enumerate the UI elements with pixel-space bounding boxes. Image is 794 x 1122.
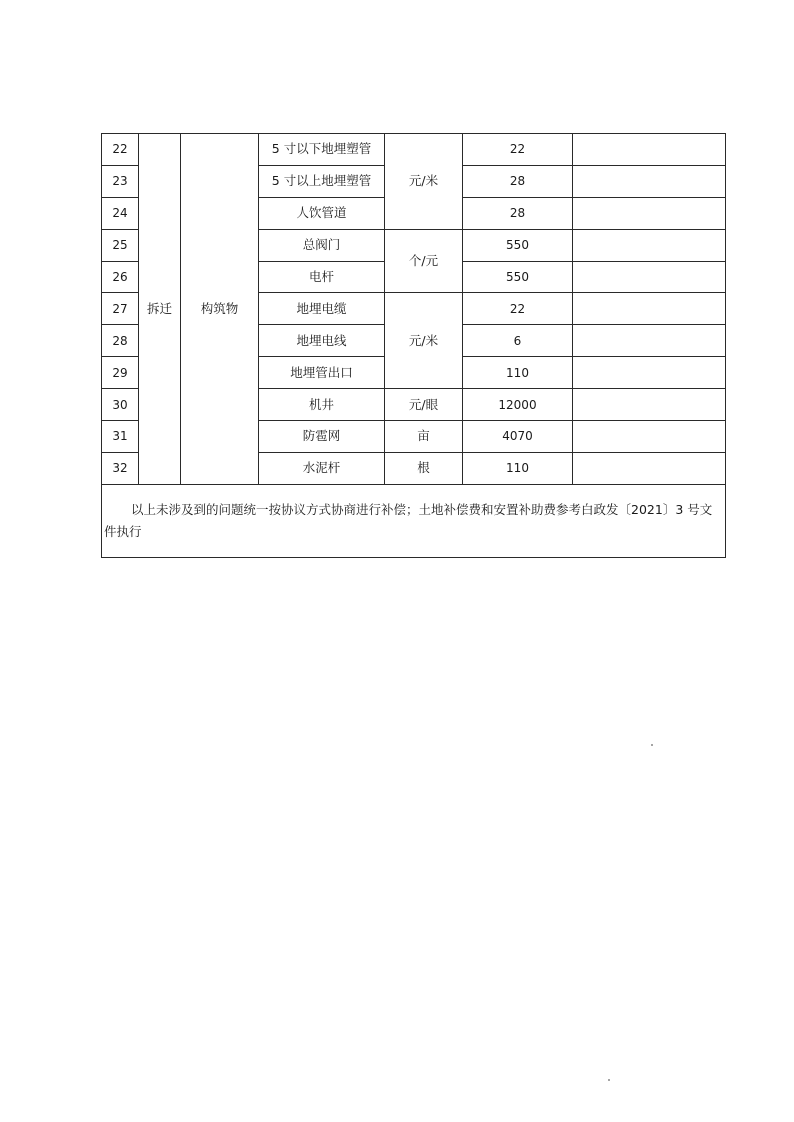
row-number: 26	[102, 261, 139, 293]
item-name: 防雹网	[259, 421, 385, 453]
remark-cell	[573, 293, 726, 325]
row-number: 30	[102, 389, 139, 421]
row-number: 23	[102, 165, 139, 197]
price-cell: 550	[463, 229, 573, 261]
price-cell: 110	[463, 452, 573, 484]
item-name: 地埋管出口	[259, 357, 385, 389]
scan-speck	[651, 744, 653, 746]
item-name: 总阀门	[259, 229, 385, 261]
row-number: 28	[102, 325, 139, 357]
note-row	[102, 484, 726, 557]
compensation-table	[101, 133, 726, 558]
row-number: 25	[102, 229, 139, 261]
remark-cell	[573, 325, 726, 357]
unit-cell: 亩	[385, 421, 463, 453]
category-cell: 拆迁	[139, 134, 181, 485]
price-cell: 28	[463, 165, 573, 197]
remark-cell	[573, 389, 726, 421]
price-cell: 550	[463, 261, 573, 293]
row-number: 22	[102, 134, 139, 166]
price-cell: 22	[463, 293, 573, 325]
item-name: 地埋电缆	[259, 293, 385, 325]
scan-speck	[608, 1079, 610, 1081]
price-cell: 4070	[463, 421, 573, 453]
item-name: 水泥杆	[259, 452, 385, 484]
item-name: 地埋电线	[259, 325, 385, 357]
unit-cell: 元/米	[385, 134, 463, 230]
row-number: 32	[102, 452, 139, 484]
remark-cell	[573, 197, 726, 229]
price-cell: 6	[463, 325, 573, 357]
remark-cell	[573, 452, 726, 484]
item-name: 5 寸以下地埋塑管	[259, 134, 385, 166]
row-number: 31	[102, 421, 139, 453]
unit-cell: 元/眼	[385, 389, 463, 421]
row-number: 24	[102, 197, 139, 229]
subcategory-cell: 构筑物	[181, 134, 259, 485]
unit-cell: 根	[385, 452, 463, 484]
remark-cell	[573, 421, 726, 453]
unit-cell: 个/元	[385, 229, 463, 293]
item-name: 人饮管道	[259, 197, 385, 229]
note-cell	[102, 484, 726, 557]
item-name: 机井	[259, 389, 385, 421]
row-number: 27	[102, 293, 139, 325]
price-cell: 12000	[463, 389, 573, 421]
remark-cell	[573, 165, 726, 197]
table-row	[102, 134, 726, 166]
price-cell: 22	[463, 134, 573, 166]
remark-cell	[573, 134, 726, 166]
row-number: 29	[102, 357, 139, 389]
remark-cell	[573, 357, 726, 389]
unit-cell: 元/米	[385, 293, 463, 389]
item-name: 电杆	[259, 261, 385, 293]
price-cell: 110	[463, 357, 573, 389]
remark-cell	[573, 229, 726, 261]
remark-cell	[573, 261, 726, 293]
item-name: 5 寸以上地埋塑管	[259, 165, 385, 197]
note-text: 以上未涉及到的问题统一按协议方式协商进行补偿；土地补偿费和安置补助费参考白政发〔2021〕3 号文件执行	[104, 501, 713, 539]
price-cell: 28	[463, 197, 573, 229]
